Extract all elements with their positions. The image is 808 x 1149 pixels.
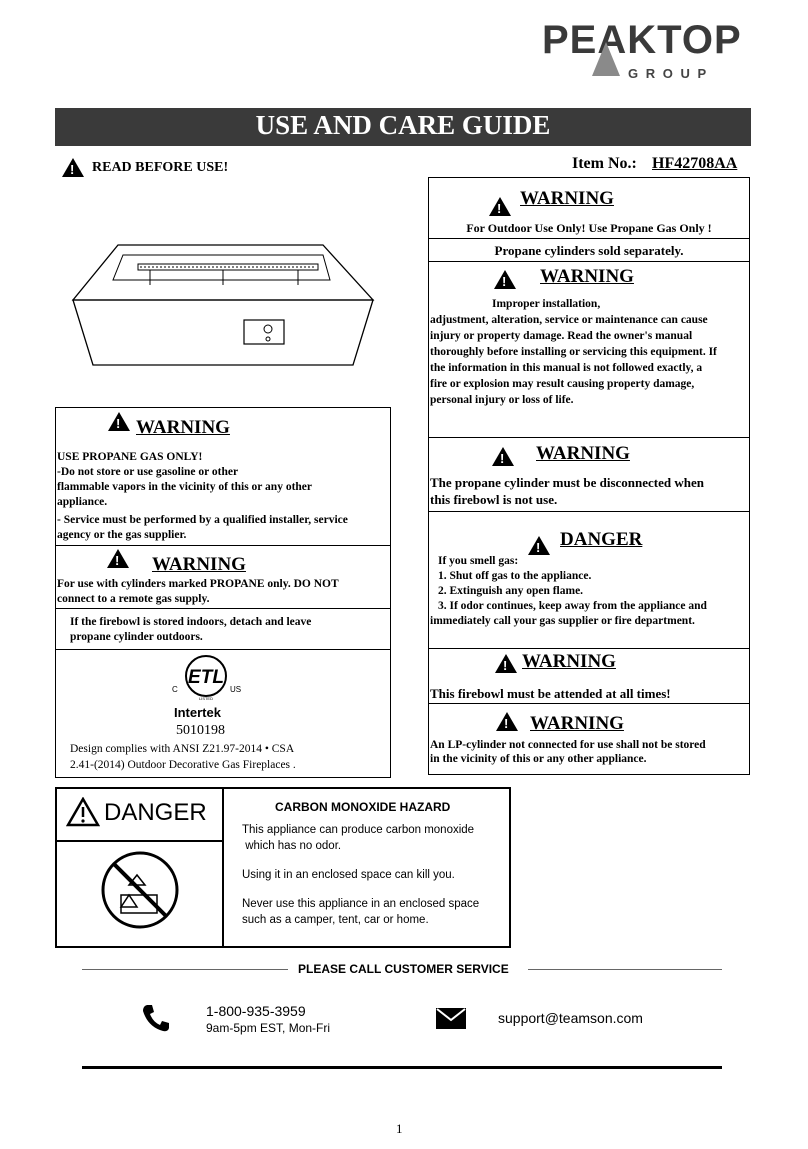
warning-heading: WARNING xyxy=(152,554,246,575)
warning-line: appliance. xyxy=(57,496,108,508)
danger-line: immediately call your gas supplier or fire department. xyxy=(430,615,695,627)
warning-line: The propane cylinder must be disconnected when xyxy=(430,475,704,490)
warning-line: in the vicinity of this or any other appliance. xyxy=(430,753,647,765)
divider xyxy=(222,787,224,948)
warning-icon xyxy=(489,197,511,216)
warning-line: thoroughly before installing or servicing this equipment. If xyxy=(430,346,717,358)
no-enclosed-space-icon xyxy=(99,849,181,931)
warning-line: - Service must be performed by a qualified installer, service xyxy=(57,514,348,526)
warning-line: flammable vapors in the vicinity of this or any other xyxy=(57,481,313,493)
phone-number[interactable]: 1-800-935-3959 xyxy=(206,1003,306,1019)
support-email[interactable]: support@teamson.com xyxy=(498,1010,643,1026)
divider xyxy=(82,1066,722,1069)
warning-line: For use with cylinders marked PROPANE only. DO NOT xyxy=(57,578,339,590)
divider xyxy=(428,261,750,262)
firebowl-illustration xyxy=(68,240,378,370)
email-icon xyxy=(436,1008,466,1029)
warning-line: Improper installation, xyxy=(492,298,601,310)
warning-heading: WARNING xyxy=(522,651,616,672)
danger-line: 1. Shut off gas to the appliance. xyxy=(438,570,592,582)
divider xyxy=(428,437,750,438)
warning-line: USE PROPANE GAS ONLY! xyxy=(57,451,203,463)
service-heading: PLEASE CALL CUSTOMER SERVICE xyxy=(298,962,509,976)
warning-icon xyxy=(62,158,84,177)
warning-heading: WARNING xyxy=(536,443,630,464)
co-line: Using it in an enclosed space can kill you. xyxy=(242,869,455,881)
warning-line: injury or property damage. Read the owner's manual xyxy=(430,330,693,342)
divider xyxy=(55,649,391,650)
co-title: CARBON MONOXIDE HAZARD xyxy=(275,800,451,814)
warning-icon xyxy=(496,712,518,731)
co-line: which has no odor. xyxy=(242,840,342,852)
warning-line: the information in this manual is not followed exactly, a xyxy=(430,362,703,374)
etl-c: C xyxy=(172,685,178,694)
warning-line: agency or the gas supplier. xyxy=(57,529,187,541)
cert-line: 2.41-(2014) Outdoor Decorative Gas Fireplaces . xyxy=(70,759,296,771)
divider xyxy=(428,703,750,704)
etl-logo xyxy=(168,652,244,702)
etl-listed: LISTED xyxy=(198,696,214,701)
warning-icon xyxy=(494,270,516,289)
page-title: USE AND CARE GUIDE xyxy=(255,110,551,140)
phone-icon xyxy=(140,1002,172,1034)
divider xyxy=(55,545,391,546)
divider xyxy=(428,238,750,239)
warning-line: this firebowl is not use. xyxy=(430,492,558,507)
intertek-label: Intertek xyxy=(174,705,221,720)
danger-line: If you smell gas: xyxy=(438,555,519,567)
brand-triangle-icon xyxy=(592,42,620,76)
warning-heading: WARNING xyxy=(136,417,230,438)
warning-heading: WARNING xyxy=(530,713,624,734)
divider xyxy=(82,969,288,970)
etl-mark: ETL xyxy=(188,667,224,688)
co-line: This appliance can produce carbon monoxide xyxy=(242,824,475,836)
cert-number: 5010198 xyxy=(176,723,225,738)
warning-line: fire or explosion may result causing property damage, xyxy=(430,378,695,390)
outdoor-use-text: For Outdoor Use Only! Use Propane Gas Only ! xyxy=(466,221,712,235)
cylinders-text: Propane cylinders sold separately. xyxy=(494,243,684,258)
warning-line: An LP-cylinder not connected for use shall not be stored xyxy=(430,739,706,751)
co-line: such as a camper, tent, car or home. xyxy=(242,914,429,926)
warning-line: -Do not store or use gasoline or other xyxy=(57,466,239,478)
danger-line: 3. If odor continues, keep away from the appliance and xyxy=(438,600,707,612)
etl-us: US xyxy=(230,685,242,694)
co-line: Never use this appliance in an enclosed space xyxy=(242,898,480,910)
danger-heading: DANGER xyxy=(560,529,643,550)
brand-sub: G R O U P xyxy=(628,66,709,81)
danger-icon xyxy=(66,797,100,827)
co-danger-heading: DANGER xyxy=(104,799,207,826)
warning-line: connect to a remote gas supply. xyxy=(57,593,210,605)
warning-line: adjustment, alteration, service or maintenance can cause xyxy=(430,314,708,326)
item-number: HF42708AA xyxy=(652,155,738,172)
attended-text: This firebowl must be attended at all times! xyxy=(430,686,671,701)
warning-heading: WARNING xyxy=(520,188,614,209)
divider xyxy=(55,608,391,609)
cert-line: Design complies with ANSI Z21.97-2014 • CSA xyxy=(70,743,295,755)
page-number: 1 xyxy=(396,1121,403,1136)
brand-name: PEAKTOP xyxy=(542,18,742,62)
warning-line: personal injury or loss of life. xyxy=(430,394,574,406)
service-hours: 9am-5pm EST, Mon-Fri xyxy=(206,1021,331,1035)
divider xyxy=(428,511,750,512)
warning-icon xyxy=(492,447,514,466)
divider xyxy=(428,648,750,649)
warning-heading: WARNING xyxy=(540,266,634,287)
item-label: Item No.: xyxy=(572,155,637,172)
warning-icon xyxy=(108,412,130,431)
danger-icon xyxy=(528,536,550,555)
divider xyxy=(528,969,722,970)
read-before-label: READ BEFORE USE! xyxy=(92,160,229,175)
danger-line: 2. Extinguish any open flame. xyxy=(438,585,584,597)
warning-icon xyxy=(107,549,129,568)
warning-icon xyxy=(495,654,517,673)
divider xyxy=(55,840,222,842)
indoor-line: propane cylinder outdoors. xyxy=(70,631,203,643)
indoor-line: If the firebowl is stored indoors, detach and leave xyxy=(70,616,312,628)
